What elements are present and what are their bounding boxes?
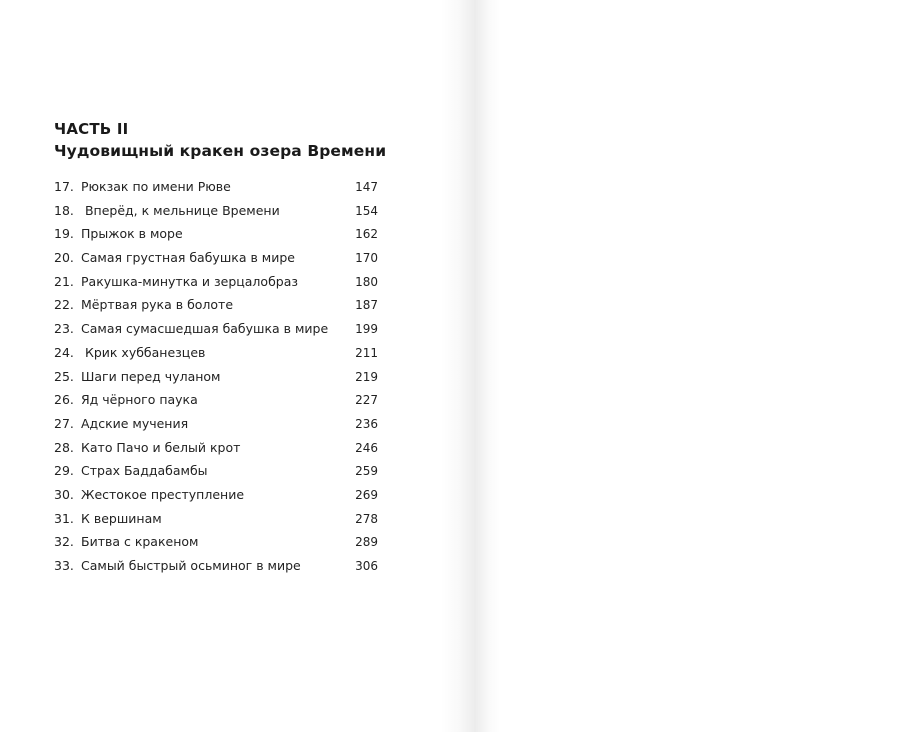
- toc-entry[interactable]: [54, 484, 378, 508]
- page-number: 236: [355, 416, 378, 431]
- chapter-number: 24.: [54, 344, 74, 360]
- table-of-contents: [54, 176, 378, 579]
- part-label: ЧАСТЬ II: [54, 120, 129, 138]
- chapter-title: Прыжок в море: [81, 226, 183, 242]
- page-number: 154: [355, 203, 378, 218]
- chapter-number: 26.: [54, 392, 74, 408]
- chapter-number: 31.: [54, 510, 74, 526]
- chapter-title: Вперёд, к мельнице Времени: [81, 202, 280, 218]
- chapter-title: Самый быстрый осьминог в мире: [81, 558, 301, 573]
- page-number: 289: [355, 535, 378, 550]
- page-number: 227: [355, 393, 378, 408]
- chapter-number: 33.: [54, 558, 74, 573]
- chapter-number: 25.: [54, 368, 74, 384]
- page-number: 162: [355, 227, 378, 242]
- chapter-number: 29.: [54, 463, 74, 479]
- toc-entry[interactable]: [54, 389, 378, 413]
- toc-entry[interactable]: [54, 200, 378, 224]
- chapter-number: 21.: [54, 273, 74, 289]
- page-number: 278: [355, 511, 378, 526]
- toc-entry[interactable]: [54, 247, 378, 271]
- chapter-number: 17.: [54, 179, 74, 194]
- chapter-title: Мёртвая рука в болоте: [81, 297, 234, 313]
- chapter-number: 18.: [54, 202, 74, 218]
- page-number: 269: [355, 487, 378, 502]
- chapter-title: Като Пачо и белый крот: [81, 439, 241, 455]
- page-number: 147: [355, 180, 378, 194]
- toc-entry[interactable]: [54, 437, 378, 461]
- page-number: 199: [355, 322, 378, 337]
- chapter-title: Битва с кракеном: [81, 534, 199, 550]
- part-title: Чудовищный кракен озера Времени: [54, 142, 387, 160]
- chapter-title: Ракушка-минутка и зерцалобраз: [81, 273, 299, 289]
- toc-entry[interactable]: [54, 555, 378, 579]
- toc-entry[interactable]: [54, 318, 378, 342]
- chapter-title: Шаги перед чуланом: [81, 368, 221, 384]
- chapter-title: Самая сумасшедшая бабушка в мире: [81, 321, 329, 337]
- chapter-title: Рюкзак по имени Рюве: [81, 179, 231, 194]
- page-number: 246: [355, 440, 378, 455]
- chapter-number: 27.: [54, 415, 74, 431]
- toc-entry[interactable]: [54, 366, 378, 390]
- chapter-title: К вершинам: [81, 510, 162, 526]
- page-number: 259: [355, 464, 378, 479]
- chapter-number: 32.: [54, 534, 74, 550]
- page-number: 180: [355, 274, 378, 289]
- toc-entry[interactable]: [54, 342, 378, 366]
- toc-entry[interactable]: [54, 294, 378, 318]
- toc-entry[interactable]: [54, 413, 378, 437]
- page-number: 306: [355, 559, 378, 573]
- chapter-title: Жестокое преступление: [81, 486, 245, 502]
- chapter-title: Самая грустная бабушка в мире: [81, 250, 295, 266]
- toc-entry[interactable]: [54, 531, 378, 555]
- chapter-number: 20.: [54, 250, 74, 266]
- toc-entry[interactable]: [54, 223, 378, 247]
- chapter-number: 23.: [54, 321, 74, 337]
- chapter-title: Крик хуббанезцев: [81, 344, 206, 360]
- right-page-shadow: [474, 0, 500, 732]
- page-number: 187: [355, 298, 378, 313]
- chapter-number: 28.: [54, 439, 74, 455]
- page-number: 219: [355, 369, 378, 384]
- page-number: 211: [355, 345, 378, 360]
- toc-entry[interactable]: [54, 460, 378, 484]
- page-number: 170: [355, 251, 378, 266]
- chapter-title: Страх Баддабамбы: [81, 463, 208, 479]
- toc-entry[interactable]: [54, 176, 378, 200]
- right-page: [474, 0, 922, 732]
- chapter-number: 30.: [54, 486, 74, 502]
- gutter-shadow: [440, 0, 474, 732]
- toc-entry[interactable]: [54, 271, 378, 295]
- toc-entry[interactable]: [54, 508, 378, 532]
- chapter-title: Адские мучения: [81, 415, 189, 431]
- chapter-number: 22.: [54, 297, 74, 313]
- chapter-title: Яд чёрного паука: [81, 392, 198, 408]
- chapter-number: 19.: [54, 226, 74, 242]
